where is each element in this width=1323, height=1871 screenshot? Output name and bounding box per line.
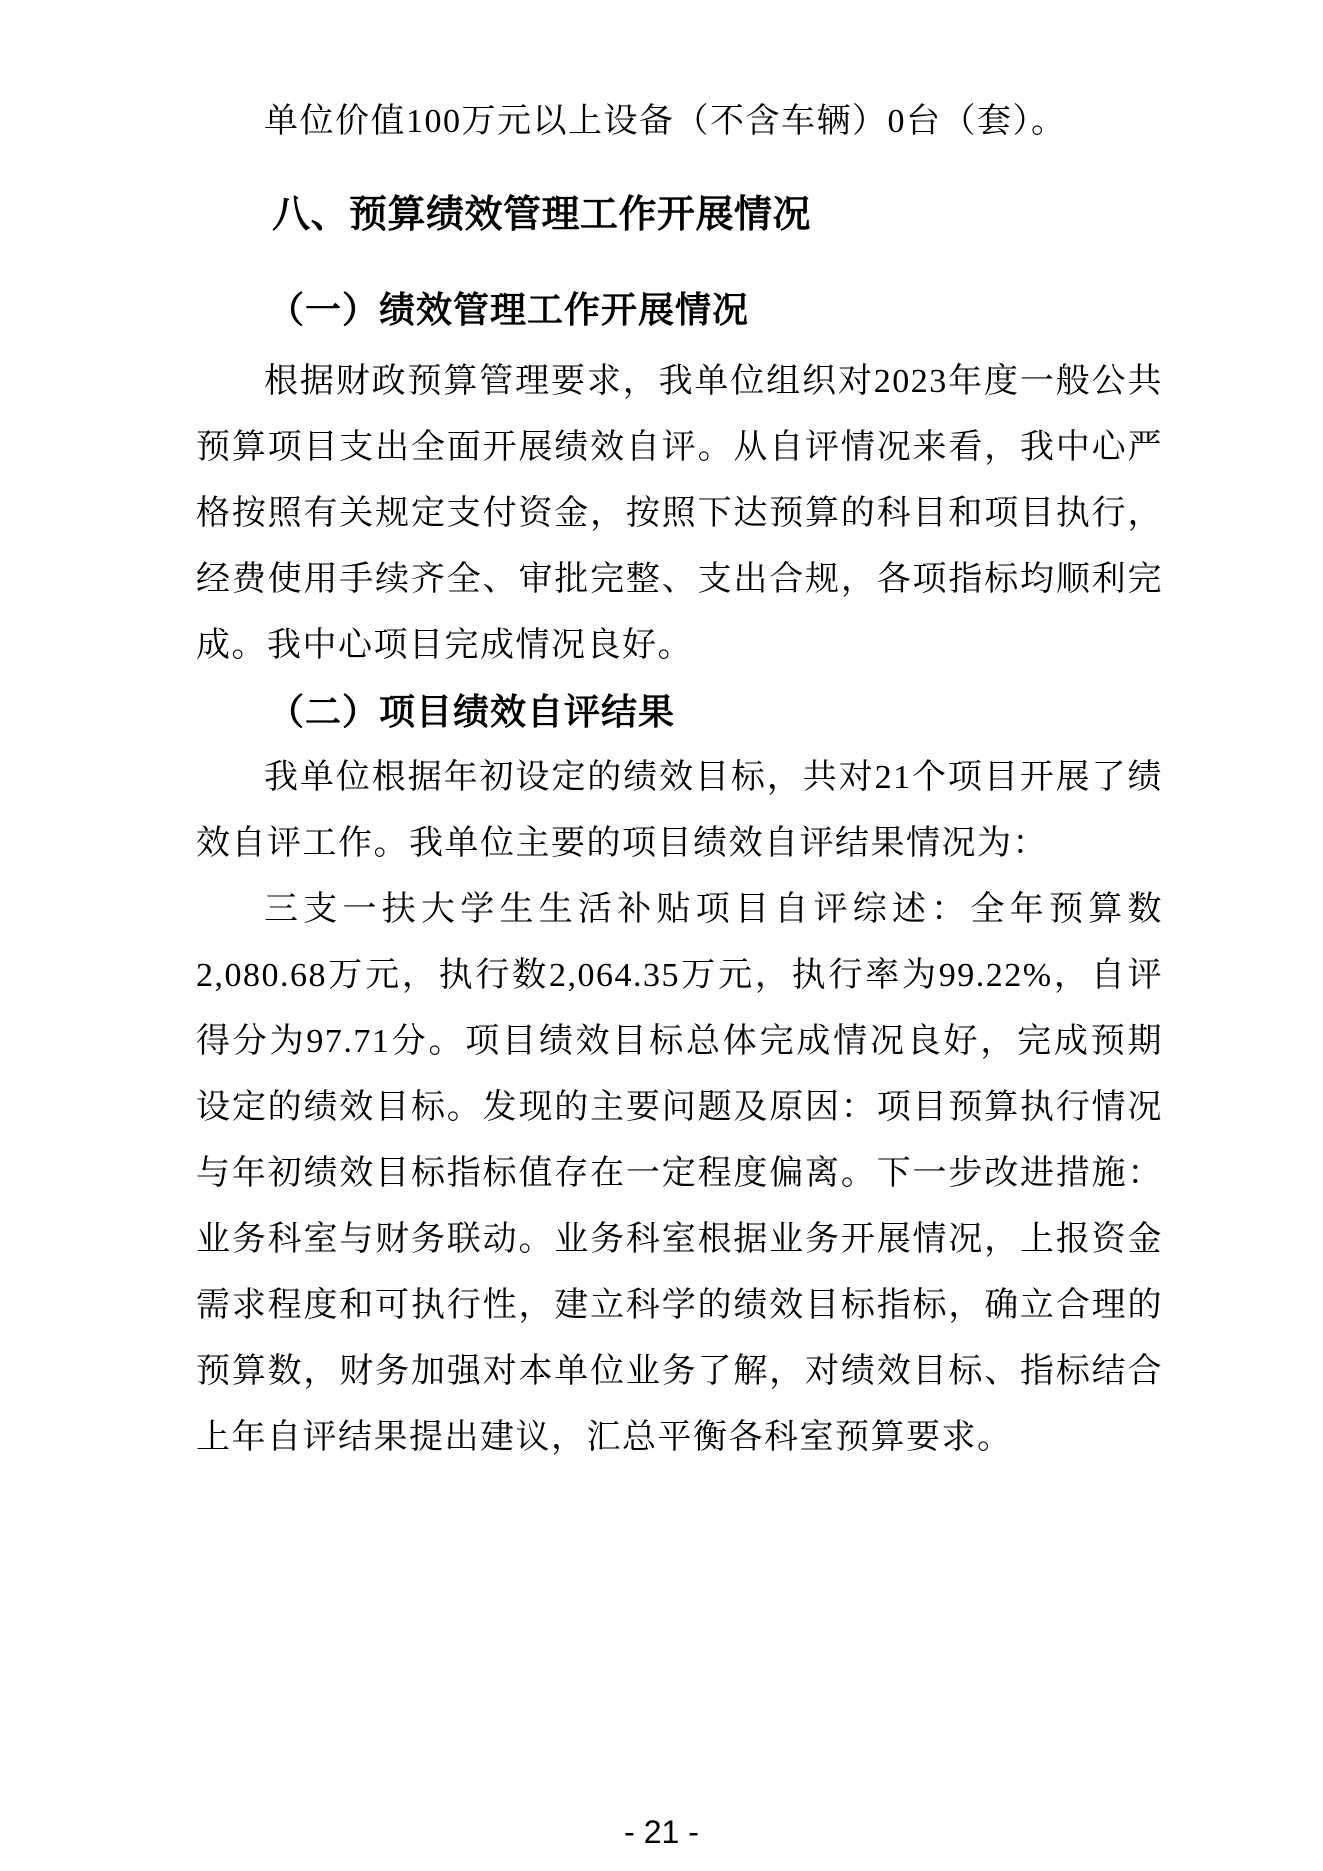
subsection-1-paragraph: 根据财政预算管理要求，我单位组织对2023年度一般公共预算项目支出全面开展绩效自评。从自评情况来看，我中心严格按照有关规定支付资金，按照下达预算的科目和项目执行，经费使用手续齐全、审批完整、支出合规，各项指标均顺利完成。我中心项目完成情况良好。	[196, 363, 1163, 664]
intro-paragraph: 单位价值100万元以上设备（不含车辆）0台（套）。	[264, 103, 1067, 140]
subsection-2-paragraph-1: 我单位根据年初设定的绩效目标，共对21个项目开展了绩效自评工作。我单位主要的项目绩效自评结果情况为：	[196, 759, 1163, 862]
section-heading: 八、预算绩效管理工作开展情况	[272, 194, 812, 236]
subsection-2-paragraph-2: 三支一扶大学生生活补贴项目自评综述：全年预算数2,080.68万元，执行数2,064.35万元，执行率为99.22%，自评得分为97.71分。项目绩效目标总体完成情况良好，完成预期设定的绩效目标。发现的主要问题及原因：项目预算执行情况与年初绩效目标指标值存在一定程度偏离。下一步改进措施：业务科室与财务联动。业务科室根据业务开展情况，上报资金需求程度和可执行性，建立科学的绩效目标指标，确立合理的预算数，财务加强对本单位业务了解，对绩效目标、指标结合上年自评结果提出建议，汇总平衡各科室预算要求。	[196, 891, 1163, 1456]
document-content	[196, 0, 1163, 1471]
page-number: - 21 -	[624, 1814, 699, 1850]
subsection-2-heading: （二）项目绩效自评结果	[268, 692, 676, 732]
subsection-1-heading: （一）绩效管理工作开展情况	[268, 290, 750, 330]
